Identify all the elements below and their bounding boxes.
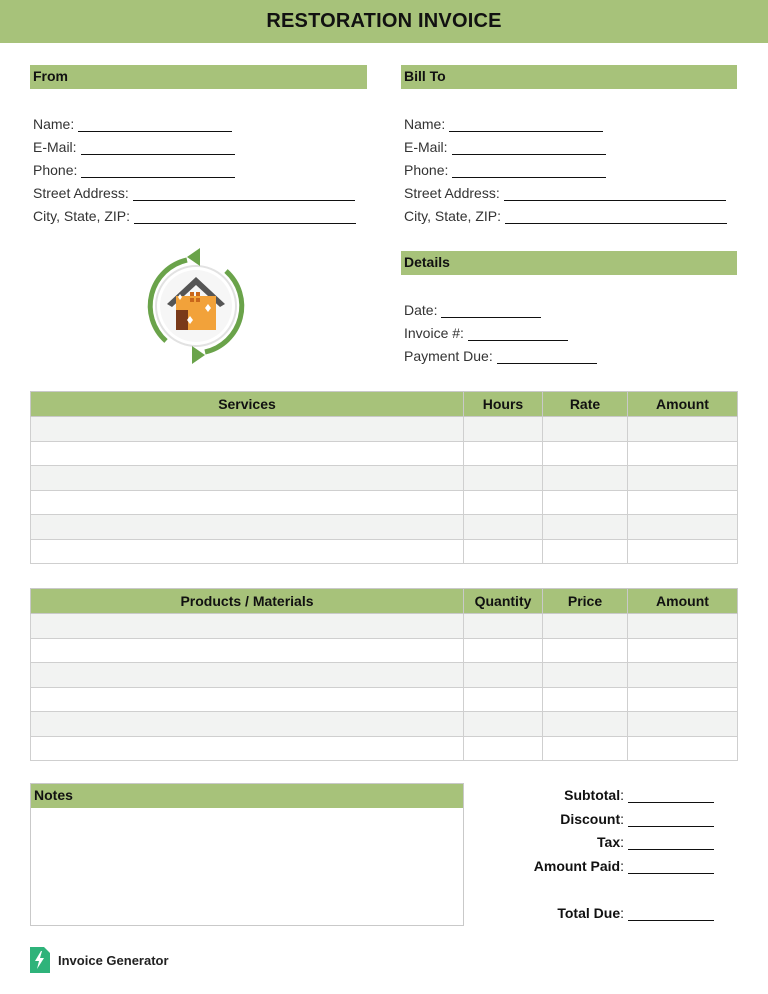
- from-street-line[interactable]: [133, 187, 355, 201]
- services-header: Services: [31, 392, 464, 417]
- table-row: [31, 441, 738, 466]
- quantity-cell[interactable]: [464, 663, 543, 688]
- price-cell[interactable]: [543, 712, 628, 737]
- hours-header: Hours: [464, 392, 543, 417]
- table-row: [31, 638, 738, 663]
- hours-cell[interactable]: [464, 515, 543, 540]
- amount-paid-label: Amount Paid: [533, 858, 621, 874]
- product-cell[interactable]: [31, 712, 464, 737]
- from-phone-field[interactable]: [33, 162, 235, 178]
- date-label: Date:: [404, 302, 438, 318]
- payment-due-field[interactable]: [404, 348, 597, 364]
- bill-email-line[interactable]: [452, 141, 606, 155]
- quantity-cell[interactable]: [464, 712, 543, 737]
- product-cell[interactable]: [31, 663, 464, 688]
- quantity-cell[interactable]: [464, 736, 543, 761]
- payment-due-label: Payment Due:: [404, 348, 493, 364]
- service-cell[interactable]: [31, 417, 464, 442]
- rate-cell[interactable]: [543, 515, 628, 540]
- amount-cell[interactable]: [628, 417, 738, 442]
- amount-cell[interactable]: [628, 539, 738, 564]
- lightning-bolt-icon: [30, 947, 50, 973]
- total-due-colon: :: [620, 905, 624, 921]
- price-cell[interactable]: [543, 663, 628, 688]
- table-row: [31, 687, 738, 712]
- bill-email-label: E-Mail:: [404, 139, 448, 155]
- amount-cell[interactable]: [628, 663, 738, 688]
- products-table: [30, 588, 738, 761]
- quantity-cell[interactable]: [464, 614, 543, 639]
- from-email-line[interactable]: [81, 141, 235, 155]
- hours-cell[interactable]: [464, 466, 543, 491]
- amount-cell[interactable]: [628, 490, 738, 515]
- bill-phone-line[interactable]: [452, 164, 606, 178]
- subtotal-field[interactable]: [564, 787, 714, 803]
- bill-street-field[interactable]: [404, 185, 726, 201]
- service-cell[interactable]: [31, 539, 464, 564]
- products-header: Products / Materials: [31, 589, 464, 614]
- table-row: [31, 736, 738, 761]
- bill-phone-label: Phone:: [404, 162, 449, 178]
- from-street-field[interactable]: [33, 185, 355, 201]
- from-city-field[interactable]: [33, 208, 356, 224]
- discount-colon: :: [620, 811, 624, 827]
- quantity-cell[interactable]: [464, 638, 543, 663]
- invoice-number-field[interactable]: [404, 325, 568, 341]
- bill-street-label: Street Address:: [404, 185, 500, 201]
- bill-city-label: City, State, ZIP:: [404, 208, 501, 224]
- rate-header: Rate: [543, 392, 628, 417]
- amount-cell[interactable]: [628, 515, 738, 540]
- amount-paid-line[interactable]: [628, 860, 714, 874]
- table-row: [31, 417, 738, 442]
- service-cell[interactable]: [31, 515, 464, 540]
- title-bar: [0, 0, 768, 43]
- price-cell[interactable]: [543, 736, 628, 761]
- products-amount-header: Amount: [628, 589, 738, 614]
- bill-street-line[interactable]: [504, 187, 726, 201]
- price-header: Price: [543, 589, 628, 614]
- table-row: [31, 515, 738, 540]
- product-cell[interactable]: [31, 638, 464, 663]
- amount-cell[interactable]: [628, 687, 738, 712]
- bill-to-header: Bill To: [401, 65, 737, 89]
- table-row: [31, 490, 738, 515]
- table-row: [31, 712, 738, 737]
- services-amount-header: Amount: [628, 392, 738, 417]
- rate-cell[interactable]: [543, 539, 628, 564]
- from-name-label: Name:: [33, 116, 75, 132]
- from-header: From: [30, 65, 367, 89]
- hours-cell[interactable]: [464, 490, 543, 515]
- tax-colon: :: [620, 834, 624, 850]
- date-line[interactable]: [441, 304, 541, 318]
- tax-line[interactable]: [628, 836, 714, 850]
- restoration-house-icon: [140, 246, 252, 366]
- discount-label: Discount: [560, 811, 621, 827]
- discount-line[interactable]: [628, 813, 714, 827]
- product-cell[interactable]: [31, 736, 464, 761]
- invoice-number-label: Invoice #:: [404, 325, 464, 341]
- rate-cell[interactable]: [543, 490, 628, 515]
- amount-cell[interactable]: [628, 638, 738, 663]
- amount-cell[interactable]: [628, 614, 738, 639]
- subtotal-colon: :: [620, 787, 624, 803]
- from-street-label: Street Address:: [33, 185, 129, 201]
- price-cell[interactable]: [543, 687, 628, 712]
- product-cell[interactable]: [31, 614, 464, 639]
- amount-cell[interactable]: [628, 736, 738, 761]
- from-name-field[interactable]: [33, 116, 232, 132]
- tax-label: Tax: [597, 834, 621, 850]
- price-cell[interactable]: [543, 614, 628, 639]
- amount-cell[interactable]: [628, 441, 738, 466]
- bill-city-field[interactable]: [404, 208, 727, 224]
- details-header: Details: [401, 251, 737, 275]
- total-due-label: Total Due: [557, 905, 621, 921]
- services-table: [30, 391, 738, 564]
- hours-cell[interactable]: [464, 441, 543, 466]
- service-cell[interactable]: [31, 441, 464, 466]
- payment-due-line[interactable]: [497, 350, 597, 364]
- amount-paid-field[interactable]: [534, 858, 714, 874]
- bill-phone-field[interactable]: [404, 162, 606, 178]
- price-cell[interactable]: [543, 638, 628, 663]
- from-email-field[interactable]: [33, 139, 235, 155]
- amount-paid-colon: :: [620, 858, 624, 874]
- rate-cell[interactable]: [543, 441, 628, 466]
- table-row: [31, 539, 738, 564]
- invoice-number-line[interactable]: [468, 327, 568, 341]
- notes-header: Notes: [31, 784, 463, 808]
- bill-name-label: Name:: [404, 116, 446, 132]
- rate-cell[interactable]: [543, 417, 628, 442]
- hours-cell[interactable]: [464, 539, 543, 564]
- invoice-title: RESTORATION INVOICE: [266, 10, 502, 32]
- bill-city-line[interactable]: [505, 210, 727, 224]
- from-name-line[interactable]: [78, 118, 232, 132]
- date-field[interactable]: [404, 302, 541, 318]
- service-cell[interactable]: [31, 466, 464, 491]
- table-row: [31, 466, 738, 491]
- rate-cell[interactable]: [543, 466, 628, 491]
- from-city-line[interactable]: [134, 210, 356, 224]
- total-due-line[interactable]: [628, 907, 714, 921]
- subtotal-line[interactable]: [628, 789, 714, 803]
- table-row: [31, 663, 738, 688]
- tax-field[interactable]: [597, 834, 714, 850]
- hours-cell[interactable]: [464, 417, 543, 442]
- brand-name: Invoice Generator: [58, 952, 169, 968]
- product-cell[interactable]: [31, 687, 464, 712]
- brand-logo[interactable]: [30, 947, 169, 973]
- service-cell[interactable]: [31, 490, 464, 515]
- subtotal-label: Subtotal: [564, 787, 621, 803]
- total-due-field[interactable]: [557, 905, 714, 921]
- bill-name-line[interactable]: [449, 118, 603, 132]
- bill-name-field[interactable]: [404, 116, 603, 132]
- quantity-cell[interactable]: [464, 687, 543, 712]
- from-phone-label: Phone:: [33, 162, 78, 178]
- from-phone-line[interactable]: [81, 164, 235, 178]
- from-email-label: E-Mail:: [33, 139, 77, 155]
- table-row: [31, 614, 738, 639]
- quantity-header: Quantity: [464, 589, 543, 614]
- discount-field[interactable]: [560, 811, 714, 827]
- amount-cell[interactable]: [628, 466, 738, 491]
- bill-email-field[interactable]: [404, 139, 606, 155]
- amount-cell[interactable]: [628, 712, 738, 737]
- from-city-label: City, State, ZIP:: [33, 208, 130, 224]
- notes-box[interactable]: [30, 783, 464, 926]
